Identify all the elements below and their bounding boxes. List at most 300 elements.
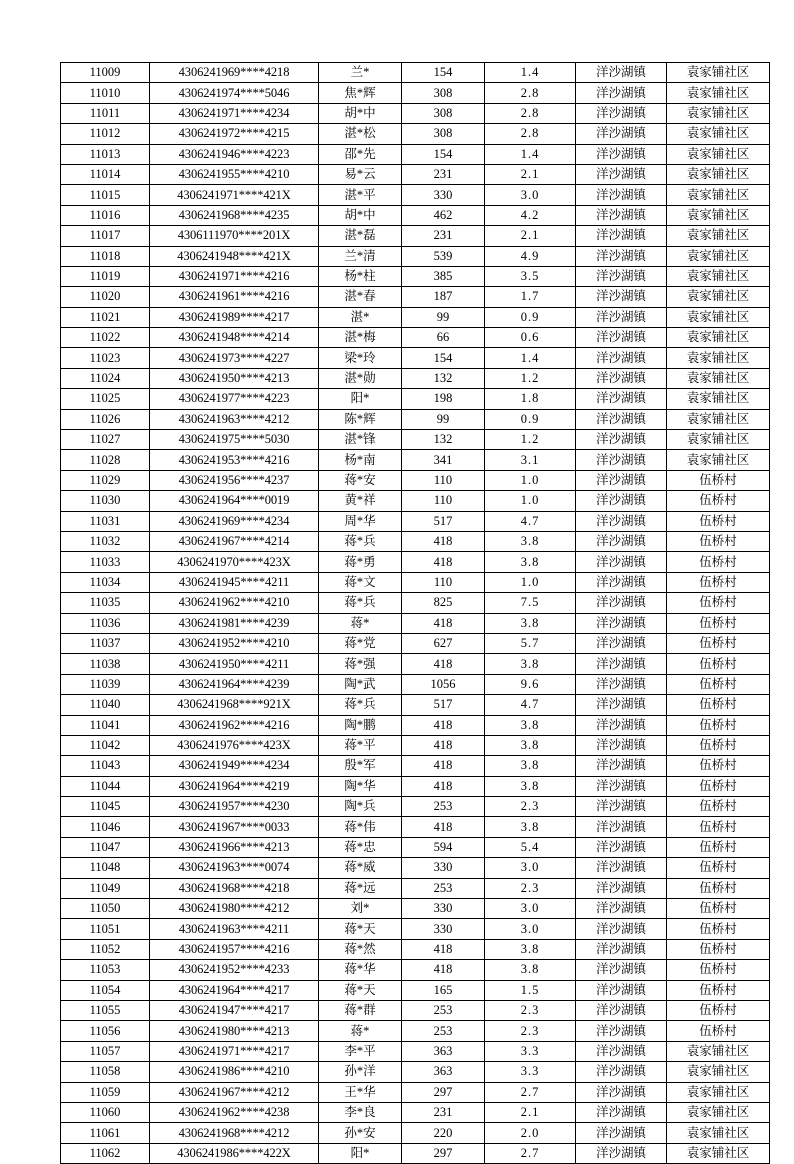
cell-rate: 3.8 <box>485 735 576 755</box>
cell-id-card: 4306241975****5030 <box>150 430 319 450</box>
cell-town: 洋沙湖镇 <box>576 899 667 919</box>
cell-amount: 385 <box>402 266 485 286</box>
cell-name: 刘* <box>319 899 402 919</box>
cell-amount: 418 <box>402 960 485 980</box>
cell-town: 洋沙湖镇 <box>576 797 667 817</box>
cell-name: 陶*鹏 <box>319 715 402 735</box>
cell-serial: 11045 <box>61 797 150 817</box>
cell-name: 邵*先 <box>319 144 402 164</box>
cell-amount: 154 <box>402 63 485 83</box>
cell-rate: 3.1 <box>485 450 576 470</box>
cell-id-card: 4306241946****4223 <box>150 144 319 164</box>
cell-serial: 11047 <box>61 837 150 857</box>
cell-name: 孙*洋 <box>319 1062 402 1082</box>
cell-id-card: 4306241989****4217 <box>150 307 319 327</box>
cell-village: 伍桥村 <box>667 1021 770 1041</box>
cell-amount: 627 <box>402 633 485 653</box>
cell-rate: 1.2 <box>485 430 576 450</box>
cell-id-card: 4306241969****4234 <box>150 511 319 531</box>
table-row <box>61 63 770 83</box>
cell-rate: 1.4 <box>485 348 576 368</box>
cell-village: 袁家铺社区 <box>667 83 770 103</box>
cell-amount: 418 <box>402 776 485 796</box>
table-row <box>61 409 770 429</box>
cell-rate: 5.7 <box>485 633 576 653</box>
table-row <box>61 1021 770 1041</box>
cell-amount: 418 <box>402 817 485 837</box>
cell-serial: 11058 <box>61 1062 150 1082</box>
cell-rate: 0.9 <box>485 409 576 429</box>
cell-id-card: 4306241986****422X <box>150 1143 319 1163</box>
cell-rate: 1.0 <box>485 491 576 511</box>
cell-rate: 0.6 <box>485 328 576 348</box>
cell-id-card: 4306241948****4214 <box>150 328 319 348</box>
cell-serial: 11054 <box>61 980 150 1000</box>
cell-town: 洋沙湖镇 <box>576 144 667 164</box>
table-row <box>61 939 770 959</box>
cell-serial: 11010 <box>61 83 150 103</box>
cell-serial: 11050 <box>61 899 150 919</box>
cell-village: 伍桥村 <box>667 674 770 694</box>
table-row <box>61 980 770 1000</box>
cell-town: 洋沙湖镇 <box>576 1062 667 1082</box>
table-row <box>61 348 770 368</box>
table-row <box>61 858 770 878</box>
cell-name: 蒋*强 <box>319 654 402 674</box>
cell-id-card: 4306241964****4239 <box>150 674 319 694</box>
table-row <box>61 837 770 857</box>
cell-amount: 418 <box>402 939 485 959</box>
table-body <box>61 63 770 1164</box>
cell-serial: 11035 <box>61 593 150 613</box>
cell-town: 洋沙湖镇 <box>576 674 667 694</box>
cell-rate: 2.8 <box>485 103 576 123</box>
cell-name: 蒋*安 <box>319 470 402 490</box>
table-row <box>61 103 770 123</box>
cell-town: 洋沙湖镇 <box>576 878 667 898</box>
cell-id-card: 4306241973****4227 <box>150 348 319 368</box>
cell-town: 洋沙湖镇 <box>576 328 667 348</box>
table-row <box>61 633 770 653</box>
cell-serial: 11043 <box>61 756 150 776</box>
cell-amount: 253 <box>402 1000 485 1020</box>
cell-rate: 7.5 <box>485 593 576 613</box>
cell-village: 伍桥村 <box>667 1000 770 1020</box>
cell-id-card: 4306241961****4216 <box>150 287 319 307</box>
cell-rate: 1.4 <box>485 63 576 83</box>
cell-id-card: 4306241963****4211 <box>150 919 319 939</box>
cell-town: 洋沙湖镇 <box>576 593 667 613</box>
cell-town: 洋沙湖镇 <box>576 715 667 735</box>
cell-amount: 363 <box>402 1062 485 1082</box>
cell-name: 陈*辉 <box>319 409 402 429</box>
cell-name: 兰* <box>319 63 402 83</box>
cell-village: 伍桥村 <box>667 899 770 919</box>
table-row <box>61 613 770 633</box>
cell-town: 洋沙湖镇 <box>576 226 667 246</box>
cell-name: 蒋*兵 <box>319 593 402 613</box>
cell-amount: 308 <box>402 83 485 103</box>
cell-amount: 418 <box>402 654 485 674</box>
cell-village: 伍桥村 <box>667 633 770 653</box>
cell-serial: 11012 <box>61 124 150 144</box>
cell-amount: 110 <box>402 491 485 511</box>
cell-amount: 297 <box>402 1143 485 1163</box>
table-row <box>61 307 770 327</box>
cell-name: 蒋*文 <box>319 572 402 592</box>
cell-rate: 3.3 <box>485 1062 576 1082</box>
cell-id-card: 4306241962****4238 <box>150 1102 319 1122</box>
cell-town: 洋沙湖镇 <box>576 348 667 368</box>
cell-village: 伍桥村 <box>667 654 770 674</box>
table-row <box>61 919 770 939</box>
cell-village: 伍桥村 <box>667 878 770 898</box>
table-row <box>61 756 770 776</box>
cell-serial: 11052 <box>61 939 150 959</box>
cell-village: 伍桥村 <box>667 593 770 613</box>
cell-rate: 2.3 <box>485 1000 576 1020</box>
cell-rate: 3.8 <box>485 817 576 837</box>
cell-name: 蒋*勇 <box>319 552 402 572</box>
cell-rate: 2.7 <box>485 1143 576 1163</box>
cell-rate: 1.0 <box>485 572 576 592</box>
cell-town: 洋沙湖镇 <box>576 735 667 755</box>
cell-id-card: 4306241964****0019 <box>150 491 319 511</box>
cell-village: 袁家铺社区 <box>667 287 770 307</box>
table-row <box>61 287 770 307</box>
cell-serial: 11017 <box>61 226 150 246</box>
table-row <box>61 205 770 225</box>
cell-serial: 11019 <box>61 266 150 286</box>
cell-rate: 3.8 <box>485 715 576 735</box>
cell-village: 袁家铺社区 <box>667 205 770 225</box>
cell-name: 阳* <box>319 1143 402 1163</box>
table-row <box>61 572 770 592</box>
cell-amount: 418 <box>402 756 485 776</box>
cell-id-card: 4306241950****4211 <box>150 654 319 674</box>
cell-serial: 11055 <box>61 1000 150 1020</box>
table-row <box>61 817 770 837</box>
cell-rate: 2.1 <box>485 226 576 246</box>
cell-serial: 11031 <box>61 511 150 531</box>
cell-village: 袁家铺社区 <box>667 1102 770 1122</box>
cell-village: 伍桥村 <box>667 470 770 490</box>
cell-amount: 253 <box>402 797 485 817</box>
cell-name: 陶*兵 <box>319 797 402 817</box>
cell-serial: 11042 <box>61 735 150 755</box>
cell-village: 伍桥村 <box>667 531 770 551</box>
cell-name: 湛*锋 <box>319 430 402 450</box>
cell-serial: 11040 <box>61 695 150 715</box>
cell-amount: 66 <box>402 328 485 348</box>
cell-serial: 11028 <box>61 450 150 470</box>
cell-amount: 154 <box>402 144 485 164</box>
table-row <box>61 124 770 144</box>
cell-village: 伍桥村 <box>667 613 770 633</box>
cell-village: 伍桥村 <box>667 797 770 817</box>
cell-id-card: 4306241966****4213 <box>150 837 319 857</box>
cell-town: 洋沙湖镇 <box>576 430 667 450</box>
cell-id-card: 4306241952****4233 <box>150 960 319 980</box>
cell-rate: 9.6 <box>485 674 576 694</box>
cell-serial: 11036 <box>61 613 150 633</box>
cell-village: 袁家铺社区 <box>667 1062 770 1082</box>
cell-name: 蒋* <box>319 613 402 633</box>
cell-rate: 3.8 <box>485 654 576 674</box>
table-row <box>61 83 770 103</box>
table-row <box>61 735 770 755</box>
table-row <box>61 797 770 817</box>
table-row <box>61 654 770 674</box>
cell-village: 伍桥村 <box>667 980 770 1000</box>
cell-amount: 187 <box>402 287 485 307</box>
cell-rate: 2.3 <box>485 878 576 898</box>
cell-amount: 231 <box>402 226 485 246</box>
cell-serial: 11039 <box>61 674 150 694</box>
cell-serial: 11029 <box>61 470 150 490</box>
cell-id-card: 4306241970****423X <box>150 552 319 572</box>
cell-name: 王*华 <box>319 1082 402 1102</box>
cell-rate: 1.5 <box>485 980 576 1000</box>
cell-serial: 11016 <box>61 205 150 225</box>
cell-amount: 517 <box>402 695 485 715</box>
cell-id-card: 4306241963****0074 <box>150 858 319 878</box>
cell-village: 伍桥村 <box>667 511 770 531</box>
cell-serial: 11009 <box>61 63 150 83</box>
cell-town: 洋沙湖镇 <box>576 572 667 592</box>
cell-town: 洋沙湖镇 <box>576 1102 667 1122</box>
cell-name: 蒋*伟 <box>319 817 402 837</box>
cell-id-card: 4306241948****421X <box>150 246 319 266</box>
cell-village: 袁家铺社区 <box>667 409 770 429</box>
cell-id-card: 4306241969****4218 <box>150 63 319 83</box>
cell-id-card: 4306241968****4218 <box>150 878 319 898</box>
cell-id-card: 4306241949****4234 <box>150 756 319 776</box>
cell-town: 洋沙湖镇 <box>576 409 667 429</box>
cell-village: 伍桥村 <box>667 491 770 511</box>
cell-id-card: 4306241986****4210 <box>150 1062 319 1082</box>
cell-amount: 330 <box>402 185 485 205</box>
cell-amount: 253 <box>402 1021 485 1041</box>
table-row <box>61 491 770 511</box>
cell-village: 伍桥村 <box>667 715 770 735</box>
cell-name: 焦*辉 <box>319 83 402 103</box>
cell-id-card: 4306241971****4234 <box>150 103 319 123</box>
cell-village: 伍桥村 <box>667 858 770 878</box>
cell-amount: 231 <box>402 1102 485 1122</box>
cell-serial: 11048 <box>61 858 150 878</box>
subsidy-table <box>60 62 770 1164</box>
table-row <box>61 1102 770 1122</box>
cell-serial: 11027 <box>61 430 150 450</box>
cell-amount: 231 <box>402 164 485 184</box>
table-row <box>61 674 770 694</box>
cell-village: 袁家铺社区 <box>667 389 770 409</box>
cell-village: 袁家铺社区 <box>667 348 770 368</box>
cell-serial: 11060 <box>61 1102 150 1122</box>
cell-town: 洋沙湖镇 <box>576 960 667 980</box>
cell-amount: 198 <box>402 389 485 409</box>
cell-rate: 2.7 <box>485 1082 576 1102</box>
cell-town: 洋沙湖镇 <box>576 287 667 307</box>
cell-town: 洋沙湖镇 <box>576 837 667 857</box>
cell-amount: 220 <box>402 1123 485 1143</box>
cell-id-card: 4306241952****4210 <box>150 633 319 653</box>
cell-village: 袁家铺社区 <box>667 450 770 470</box>
cell-amount: 330 <box>402 858 485 878</box>
cell-serial: 11049 <box>61 878 150 898</box>
cell-name: 蒋*然 <box>319 939 402 959</box>
table-row <box>61 1041 770 1061</box>
cell-name: 蒋* <box>319 1021 402 1041</box>
cell-rate: 4.7 <box>485 695 576 715</box>
cell-amount: 418 <box>402 552 485 572</box>
cell-amount: 308 <box>402 103 485 123</box>
cell-serial: 11013 <box>61 144 150 164</box>
cell-amount: 297 <box>402 1082 485 1102</box>
table-row <box>61 185 770 205</box>
cell-id-card: 4306241967****4214 <box>150 531 319 551</box>
cell-serial: 11021 <box>61 307 150 327</box>
cell-village: 袁家铺社区 <box>667 368 770 388</box>
cell-amount: 330 <box>402 919 485 939</box>
cell-rate: 0.9 <box>485 307 576 327</box>
cell-serial: 11056 <box>61 1021 150 1041</box>
cell-serial: 11015 <box>61 185 150 205</box>
cell-serial: 11024 <box>61 368 150 388</box>
cell-amount: 330 <box>402 899 485 919</box>
cell-town: 洋沙湖镇 <box>576 1082 667 1102</box>
cell-village: 袁家铺社区 <box>667 124 770 144</box>
cell-id-card: 4306241950****4213 <box>150 368 319 388</box>
cell-id-card: 4306111970****201X <box>150 226 319 246</box>
cell-amount: 165 <box>402 980 485 1000</box>
cell-id-card: 4306241976****423X <box>150 735 319 755</box>
cell-amount: 462 <box>402 205 485 225</box>
cell-town: 洋沙湖镇 <box>576 919 667 939</box>
cell-village: 袁家铺社区 <box>667 63 770 83</box>
cell-amount: 1056 <box>402 674 485 694</box>
cell-serial: 11018 <box>61 246 150 266</box>
cell-name: 湛*梅 <box>319 328 402 348</box>
cell-village: 伍桥村 <box>667 552 770 572</box>
cell-town: 洋沙湖镇 <box>576 368 667 388</box>
cell-id-card: 4306241977****4223 <box>150 389 319 409</box>
cell-village: 伍桥村 <box>667 572 770 592</box>
cell-village: 伍桥村 <box>667 756 770 776</box>
cell-village: 袁家铺社区 <box>667 185 770 205</box>
cell-village: 袁家铺社区 <box>667 1082 770 1102</box>
table-row <box>61 226 770 246</box>
cell-id-card: 4306241957****4230 <box>150 797 319 817</box>
cell-town: 洋沙湖镇 <box>576 63 667 83</box>
cell-name: 蒋*威 <box>319 858 402 878</box>
cell-serial: 11061 <box>61 1123 150 1143</box>
cell-rate: 2.0 <box>485 1123 576 1143</box>
cell-id-card: 4306241963****4212 <box>150 409 319 429</box>
cell-rate: 3.8 <box>485 552 576 572</box>
cell-town: 洋沙湖镇 <box>576 1143 667 1163</box>
cell-amount: 154 <box>402 348 485 368</box>
cell-id-card: 4306241971****4217 <box>150 1041 319 1061</box>
cell-rate: 3.8 <box>485 939 576 959</box>
cell-amount: 99 <box>402 307 485 327</box>
cell-amount: 418 <box>402 715 485 735</box>
cell-name: 陶*华 <box>319 776 402 796</box>
cell-id-card: 4306241945****4211 <box>150 572 319 592</box>
cell-amount: 539 <box>402 246 485 266</box>
cell-village: 袁家铺社区 <box>667 164 770 184</box>
cell-serial: 11023 <box>61 348 150 368</box>
cell-rate: 3.5 <box>485 266 576 286</box>
cell-town: 洋沙湖镇 <box>576 654 667 674</box>
cell-village: 伍桥村 <box>667 735 770 755</box>
cell-name: 蒋*党 <box>319 633 402 653</box>
cell-amount: 418 <box>402 735 485 755</box>
table-row <box>61 1000 770 1020</box>
cell-village: 袁家铺社区 <box>667 430 770 450</box>
cell-name: 兰*清 <box>319 246 402 266</box>
cell-serial: 11033 <box>61 552 150 572</box>
cell-town: 洋沙湖镇 <box>576 776 667 796</box>
cell-rate: 2.3 <box>485 797 576 817</box>
table-row <box>61 1082 770 1102</box>
cell-serial: 11025 <box>61 389 150 409</box>
cell-town: 洋沙湖镇 <box>576 1021 667 1041</box>
cell-id-card: 4306241971****421X <box>150 185 319 205</box>
cell-name: 胡*中 <box>319 103 402 123</box>
cell-village: 袁家铺社区 <box>667 307 770 327</box>
cell-id-card: 4306241967****4212 <box>150 1082 319 1102</box>
cell-village: 袁家铺社区 <box>667 266 770 286</box>
cell-name: 周*华 <box>319 511 402 531</box>
cell-name: 殷*军 <box>319 756 402 776</box>
cell-rate: 3.0 <box>485 185 576 205</box>
cell-name: 蒋*天 <box>319 919 402 939</box>
cell-town: 洋沙湖镇 <box>576 756 667 776</box>
cell-id-card: 4306241947****4217 <box>150 1000 319 1020</box>
cell-rate: 3.0 <box>485 919 576 939</box>
cell-town: 洋沙湖镇 <box>576 185 667 205</box>
cell-rate: 3.3 <box>485 1041 576 1061</box>
table-row <box>61 328 770 348</box>
cell-rate: 2.3 <box>485 1021 576 1041</box>
cell-rate: 3.0 <box>485 899 576 919</box>
cell-town: 洋沙湖镇 <box>576 164 667 184</box>
cell-name: 梁*玲 <box>319 348 402 368</box>
table-row <box>61 430 770 450</box>
cell-rate: 3.8 <box>485 960 576 980</box>
cell-town: 洋沙湖镇 <box>576 511 667 531</box>
cell-name: 湛*磊 <box>319 226 402 246</box>
cell-serial: 11022 <box>61 328 150 348</box>
cell-amount: 99 <box>402 409 485 429</box>
cell-town: 洋沙湖镇 <box>576 695 667 715</box>
cell-name: 阳* <box>319 389 402 409</box>
cell-town: 洋沙湖镇 <box>576 83 667 103</box>
cell-name: 湛* <box>319 307 402 327</box>
cell-town: 洋沙湖镇 <box>576 613 667 633</box>
cell-village: 袁家铺社区 <box>667 1123 770 1143</box>
table-row <box>61 899 770 919</box>
cell-serial: 11034 <box>61 572 150 592</box>
table-row <box>61 164 770 184</box>
cell-serial: 11020 <box>61 287 150 307</box>
cell-village: 袁家铺社区 <box>667 144 770 164</box>
cell-amount: 110 <box>402 470 485 490</box>
cell-village: 伍桥村 <box>667 837 770 857</box>
cell-name: 胡*中 <box>319 205 402 225</box>
